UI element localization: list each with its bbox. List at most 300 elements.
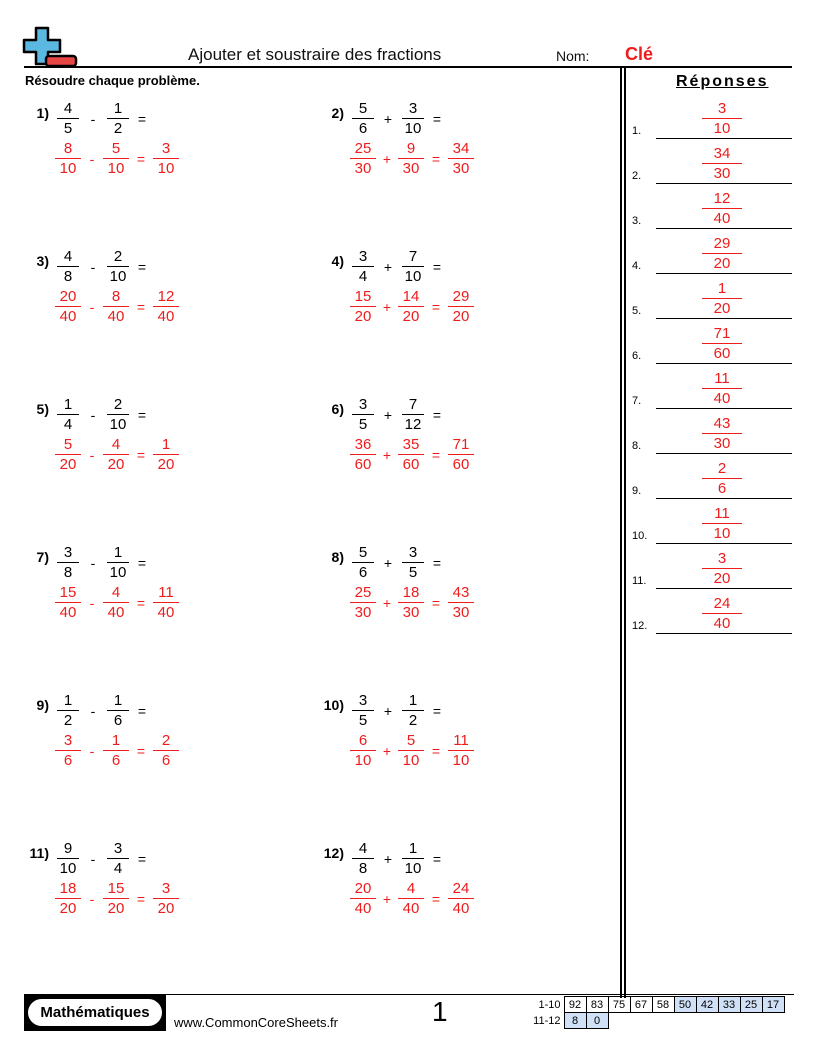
- problem-number: 1): [36, 105, 49, 121]
- fraction: [352, 100, 374, 137]
- denominator: 10: [59, 160, 77, 177]
- fraction-bar: [55, 602, 81, 603]
- numerator: 3: [161, 140, 171, 157]
- fraction-bar: [107, 562, 129, 563]
- denominator: 40: [107, 308, 125, 325]
- denominator: 20: [713, 570, 731, 587]
- denominator: 2: [63, 712, 73, 729]
- denominator: 40: [713, 390, 731, 407]
- score-range-label: 1-10: [538, 998, 561, 1011]
- denominator: 20: [107, 900, 125, 917]
- equals-sign: =: [431, 150, 441, 167]
- operator: -: [90, 554, 96, 571]
- answer-number: 11.: [632, 575, 647, 587]
- numerator: 14: [402, 288, 420, 305]
- fraction: [448, 436, 474, 473]
- numerator: 3: [717, 550, 727, 567]
- question-row: [352, 840, 450, 877]
- answer-number: 4.: [632, 260, 642, 272]
- operator: +: [383, 554, 393, 571]
- equals-sign: =: [136, 742, 146, 759]
- fraction-bar: [702, 523, 742, 524]
- denominator: 40: [107, 604, 125, 621]
- fraction-bar: [57, 562, 79, 563]
- problem-6: [320, 396, 600, 506]
- denominator: 30: [713, 165, 731, 182]
- numerator: 24: [713, 595, 731, 612]
- operator: +: [383, 110, 393, 127]
- numerator: 36: [354, 436, 372, 453]
- fraction-bar: [350, 750, 376, 751]
- numerator: 5: [111, 140, 121, 157]
- header-rule: [24, 66, 792, 68]
- fraction-bar: [402, 562, 424, 563]
- answer-fraction: [702, 235, 742, 272]
- fraction-bar: [55, 898, 81, 899]
- fraction-bar: [350, 454, 376, 455]
- fraction-bar: [153, 898, 179, 899]
- answer-item-11: [632, 544, 792, 589]
- instructions: Résoudre chaque problème.: [25, 73, 200, 88]
- fraction: [398, 288, 424, 325]
- fraction-bar: [402, 414, 424, 415]
- numerator: 11: [158, 584, 174, 601]
- fraction-bar: [398, 158, 424, 159]
- numerator: 15: [354, 288, 372, 305]
- equals-sign: =: [432, 850, 442, 867]
- problem-number: 9): [36, 697, 49, 713]
- answer-number: 1.: [632, 125, 642, 137]
- numerator: 9: [406, 140, 416, 157]
- fraction-bar: [352, 266, 374, 267]
- fraction-bar: [702, 568, 742, 569]
- numerator: 3: [358, 692, 368, 709]
- fraction: [153, 732, 179, 769]
- numerator: 3: [161, 880, 171, 897]
- numerator: 8: [63, 140, 73, 157]
- denominator: 10: [107, 160, 125, 177]
- fraction: [107, 692, 129, 729]
- answer-item-5: [632, 274, 792, 319]
- fraction-bar: [55, 454, 81, 455]
- fraction-bar: [57, 858, 79, 859]
- fraction: [448, 880, 474, 917]
- denominator: 10: [109, 268, 127, 285]
- numerator: 25: [354, 584, 372, 601]
- equals-sign: =: [137, 702, 147, 719]
- score-cell: 50: [674, 997, 696, 1013]
- fraction: [402, 840, 424, 877]
- numerator: 3: [63, 544, 73, 561]
- denominator: 20: [452, 308, 470, 325]
- denominator: 5: [63, 120, 73, 137]
- fraction: [107, 544, 129, 581]
- denominator: 30: [452, 604, 470, 621]
- equals-sign: =: [137, 110, 147, 127]
- equals-sign: =: [432, 110, 442, 127]
- solution-row: [55, 584, 179, 621]
- fraction-bar: [352, 414, 374, 415]
- numerator: 2: [717, 460, 727, 477]
- equals-sign: =: [432, 406, 442, 423]
- numerator: 29: [452, 288, 470, 305]
- fraction-bar: [702, 388, 742, 389]
- fraction: [402, 544, 424, 581]
- fraction: [352, 544, 374, 581]
- denominator: 4: [63, 416, 73, 433]
- footer-rule: [166, 994, 794, 995]
- fraction-bar: [153, 602, 179, 603]
- fraction-bar: [402, 118, 424, 119]
- numerator: 24: [452, 880, 470, 897]
- fraction: [448, 584, 474, 621]
- fraction-bar: [702, 253, 742, 254]
- equals-sign: =: [431, 742, 441, 759]
- denominator: 60: [402, 456, 420, 473]
- answer-line: [656, 633, 792, 634]
- problem-8: [320, 544, 600, 654]
- fraction: [352, 248, 374, 285]
- fraction: [402, 396, 424, 433]
- denominator: 60: [354, 456, 372, 473]
- problem-number: 4): [331, 253, 344, 269]
- answer-fraction: [702, 415, 742, 452]
- solution-row: [350, 140, 474, 177]
- numerator: 12: [713, 190, 731, 207]
- denominator: 12: [404, 416, 422, 433]
- score-range-label: 11-12: [533, 1014, 561, 1027]
- fraction-bar: [402, 710, 424, 711]
- operator: -: [90, 406, 96, 423]
- fraction: [55, 436, 81, 473]
- operator: +: [383, 850, 393, 867]
- answer-fraction: [702, 460, 742, 497]
- solution-row: [350, 584, 474, 621]
- denominator: 20: [354, 308, 372, 325]
- problem-2: [320, 100, 600, 210]
- fraction: [153, 140, 179, 177]
- fraction-bar: [398, 454, 424, 455]
- problem-number: 5): [36, 401, 49, 417]
- numerator: 1: [63, 396, 73, 413]
- empty-cell: [674, 1013, 696, 1029]
- fraction: [398, 584, 424, 621]
- fraction: [103, 436, 129, 473]
- fraction-bar: [107, 710, 129, 711]
- denominator: 10: [354, 752, 372, 769]
- fraction-bar: [352, 710, 374, 711]
- denominator: 10: [404, 120, 422, 137]
- numerator: 1: [111, 732, 121, 749]
- fraction-bar: [153, 454, 179, 455]
- problem-12: [320, 840, 600, 950]
- fraction-bar: [57, 118, 79, 119]
- denominator: 8: [63, 268, 73, 285]
- solution-row: [350, 732, 474, 769]
- score-cell: 8: [564, 1013, 586, 1029]
- denominator: 40: [354, 900, 372, 917]
- numerator: 29: [713, 235, 731, 252]
- numerator: 11: [714, 370, 730, 387]
- numerator: 3: [63, 732, 73, 749]
- denominator: 40: [713, 210, 731, 227]
- fraction: [103, 288, 129, 325]
- answer-fraction: [702, 370, 742, 407]
- denominator: 20: [402, 308, 420, 325]
- operator: -: [89, 298, 95, 315]
- fraction: [398, 880, 424, 917]
- numerator: 20: [354, 880, 372, 897]
- equals-sign: =: [431, 890, 441, 907]
- fraction-bar: [448, 306, 474, 307]
- answer-fraction: [702, 145, 742, 182]
- equals-sign: =: [431, 594, 441, 611]
- equals-sign: =: [136, 150, 146, 167]
- answer-fraction: [702, 550, 742, 587]
- answer-number: 7.: [632, 395, 642, 407]
- denominator: 40: [59, 308, 77, 325]
- empty-cell: [652, 1013, 674, 1029]
- operator: -: [90, 702, 96, 719]
- fraction-bar: [448, 750, 474, 751]
- question-row: [57, 692, 155, 729]
- problem-number: 3): [36, 253, 49, 269]
- numerator: 12: [157, 288, 175, 305]
- denominator: 4: [358, 268, 368, 285]
- fraction-bar: [153, 306, 179, 307]
- problem-4: [320, 248, 600, 358]
- answer-number: 10.: [632, 530, 648, 542]
- score-cell: 0: [586, 1013, 608, 1029]
- fraction-bar: [103, 898, 129, 899]
- denominator: 30: [452, 160, 470, 177]
- fraction-bar: [103, 602, 129, 603]
- solution-row: [350, 436, 474, 473]
- fraction: [352, 840, 374, 877]
- denominator: 10: [404, 860, 422, 877]
- plus-minus-icon: [22, 26, 78, 68]
- fraction: [448, 288, 474, 325]
- denominator: 4: [113, 860, 123, 877]
- operator: -: [89, 446, 95, 463]
- name-value: Clé: [625, 44, 654, 64]
- answer-item-9: [632, 454, 792, 499]
- question-row: [57, 840, 155, 877]
- problem-10: [320, 692, 600, 802]
- score-cell: 75: [608, 997, 630, 1013]
- operator: -: [89, 890, 95, 907]
- fraction-bar: [55, 750, 81, 751]
- numerator: 4: [406, 880, 416, 897]
- problem-1: [25, 100, 305, 210]
- denominator: 60: [452, 456, 470, 473]
- solution-row: [55, 140, 179, 177]
- numerator: 1: [408, 840, 418, 857]
- empty-cell: [762, 1013, 784, 1029]
- problem-number: 7): [36, 549, 49, 565]
- problem-number: 11): [29, 845, 49, 861]
- denominator: 20: [107, 456, 125, 473]
- denominator: 30: [354, 160, 372, 177]
- operator: -: [89, 594, 95, 611]
- problem-11: [25, 840, 305, 950]
- numerator: 1: [408, 692, 418, 709]
- denominator: 5: [358, 712, 368, 729]
- score-row: [528, 997, 784, 1013]
- answer-number: 5.: [632, 305, 642, 317]
- equals-sign: =: [136, 446, 146, 463]
- fraction: [107, 248, 129, 285]
- numerator: 1: [113, 692, 123, 709]
- fraction: [107, 100, 129, 137]
- score-cell: 83: [586, 997, 608, 1013]
- denominator: 10: [59, 860, 77, 877]
- fraction-bar: [57, 710, 79, 711]
- numerator: 15: [59, 584, 77, 601]
- numerator: 1: [113, 100, 123, 117]
- solution-row: [55, 880, 179, 917]
- denominator: 30: [402, 160, 420, 177]
- denominator: 20: [713, 255, 731, 272]
- fraction: [398, 140, 424, 177]
- denominator: 5: [408, 564, 418, 581]
- numerator: 4: [63, 248, 73, 265]
- question-row: [352, 692, 450, 729]
- denominator: 20: [59, 456, 77, 473]
- fraction-bar: [398, 306, 424, 307]
- numerator: 1: [717, 280, 727, 297]
- answer-number: 6.: [632, 350, 642, 362]
- fraction: [57, 100, 79, 137]
- equals-sign: =: [136, 890, 146, 907]
- answer-item-3: [632, 184, 792, 229]
- fraction: [55, 732, 81, 769]
- page-number: 1: [432, 996, 448, 1027]
- denominator: 40: [157, 308, 175, 325]
- numerator: 3: [408, 100, 418, 117]
- fraction-bar: [107, 118, 129, 119]
- fraction: [398, 436, 424, 473]
- fraction: [57, 248, 79, 285]
- fraction: [153, 880, 179, 917]
- denominator: 8: [63, 564, 73, 581]
- score-cell: 33: [718, 997, 740, 1013]
- equals-sign: =: [432, 702, 442, 719]
- equals-sign: =: [137, 406, 147, 423]
- problem-5: [25, 396, 305, 506]
- fraction-bar: [402, 266, 424, 267]
- equals-sign: =: [432, 554, 442, 571]
- question-row: [57, 544, 155, 581]
- fraction: [398, 732, 424, 769]
- problem-3: [25, 248, 305, 358]
- fraction: [153, 288, 179, 325]
- fraction: [350, 732, 376, 769]
- fraction-bar: [352, 118, 374, 119]
- numerator: 2: [161, 732, 171, 749]
- denominator: 6: [111, 752, 121, 769]
- solution-row: [55, 732, 179, 769]
- empty-cell: [718, 1013, 740, 1029]
- fraction-bar: [103, 454, 129, 455]
- denominator: 10: [157, 160, 175, 177]
- denominator: 6: [717, 480, 727, 497]
- answer-item-2: [632, 139, 792, 184]
- worksheet-title: Ajouter et soustraire des fractions: [188, 45, 442, 64]
- numerator: 3: [358, 248, 368, 265]
- answer-number: 9.: [632, 485, 642, 497]
- column-divider: [620, 68, 626, 998]
- denominator: 6: [161, 752, 171, 769]
- fraction: [350, 584, 376, 621]
- answer-item-1: [632, 94, 792, 139]
- denominator: 30: [713, 435, 731, 452]
- answer-item-6: [632, 319, 792, 364]
- answer-fraction: [702, 595, 742, 632]
- denominator: 6: [358, 564, 368, 581]
- fraction-bar: [107, 414, 129, 415]
- question-row: [57, 248, 155, 285]
- score-cell: 58: [652, 997, 674, 1013]
- problem-9: [25, 692, 305, 802]
- fraction: [350, 140, 376, 177]
- fraction-bar: [55, 306, 81, 307]
- fraction: [57, 396, 79, 433]
- answer-fraction: [702, 505, 742, 542]
- numerator: 4: [111, 436, 121, 453]
- numerator: 7: [408, 396, 418, 413]
- fraction: [350, 436, 376, 473]
- fraction-bar: [153, 158, 179, 159]
- equals-sign: =: [136, 298, 146, 315]
- numerator: 5: [358, 100, 368, 117]
- denominator: 6: [63, 752, 73, 769]
- numerator: 71: [713, 325, 731, 342]
- fraction: [402, 100, 424, 137]
- fraction-bar: [153, 750, 179, 751]
- numerator: 4: [63, 100, 73, 117]
- numerator: 18: [402, 584, 420, 601]
- numerator: 1: [161, 436, 171, 453]
- answer-number: 12.: [632, 620, 648, 632]
- answer-item-10: [632, 499, 792, 544]
- operator: -: [89, 150, 95, 167]
- answer-item-12: [632, 589, 792, 634]
- operator: -: [90, 258, 96, 275]
- operator: +: [382, 150, 392, 167]
- fraction: [55, 880, 81, 917]
- fraction-bar: [448, 158, 474, 159]
- problem-number: 10): [323, 697, 344, 713]
- numerator: 11: [453, 732, 469, 749]
- operator: +: [382, 446, 392, 463]
- score-row: [528, 1013, 784, 1029]
- fraction-bar: [398, 898, 424, 899]
- answer-fraction: [702, 100, 742, 137]
- fraction: [103, 140, 129, 177]
- answer-fraction: [702, 280, 742, 317]
- fraction-bar: [107, 858, 129, 859]
- fraction: [103, 732, 129, 769]
- empty-cell: [740, 1013, 762, 1029]
- denominator: 2: [408, 712, 418, 729]
- numerator: 25: [354, 140, 372, 157]
- site-link[interactable]: www.CommonCoreSheets.fr: [174, 1015, 338, 1030]
- denominator: 10: [109, 416, 127, 433]
- numerator: 1: [63, 692, 73, 709]
- fraction-bar: [352, 562, 374, 563]
- fraction-bar: [448, 898, 474, 899]
